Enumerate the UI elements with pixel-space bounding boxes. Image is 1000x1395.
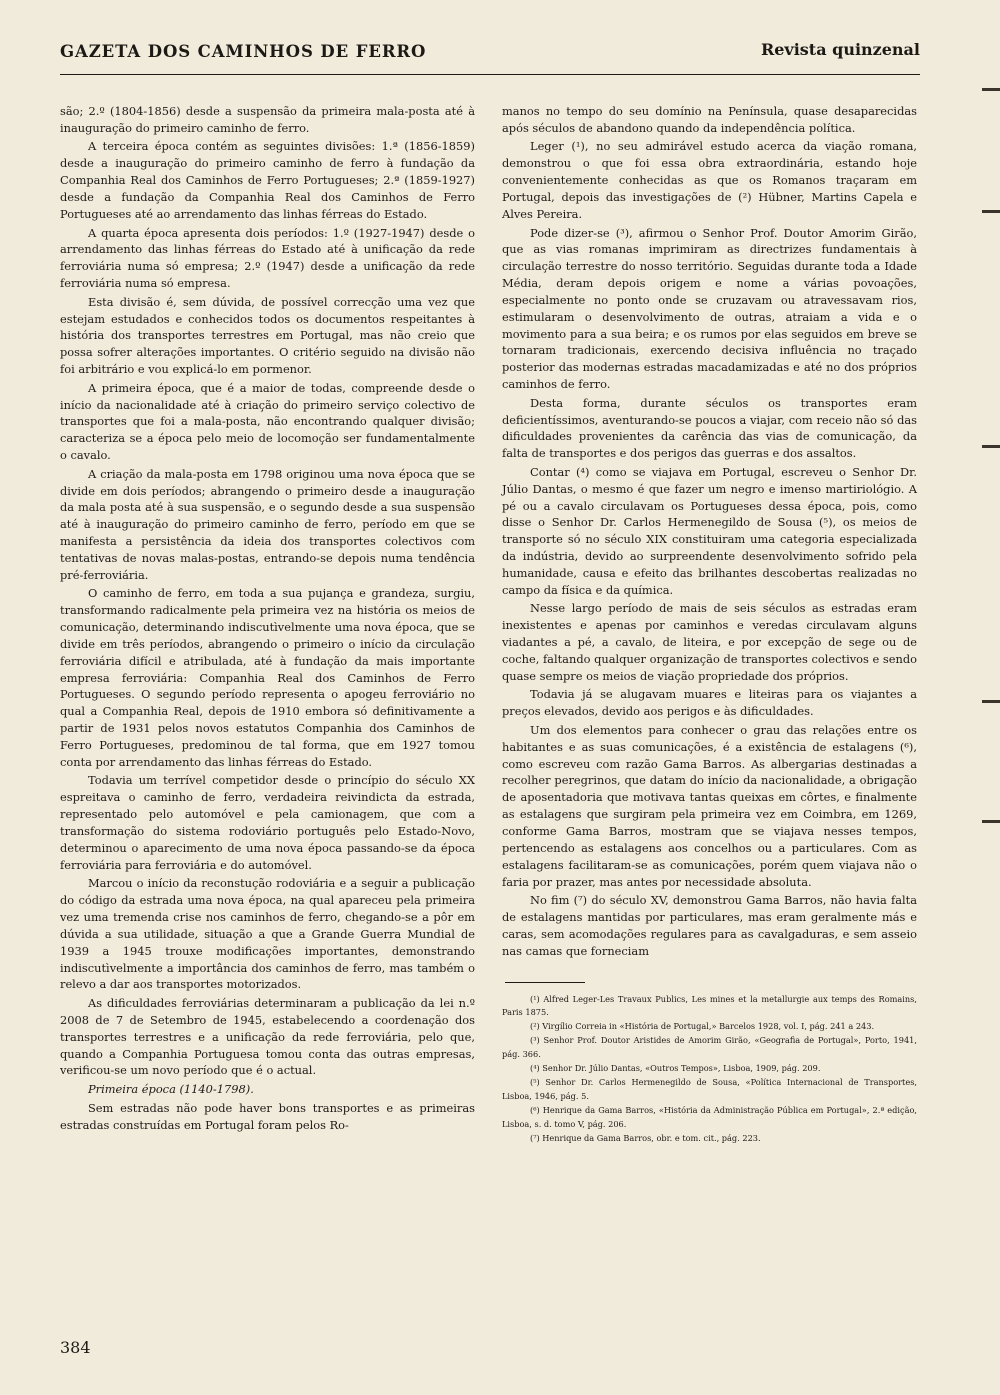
paragraph: As dificuldades ferroviárias determinaram a publicação da lei n.º 2008 de 7 de Setembro de 1945, estabelecendo a coordenação dos transportes terrestres e a unificação da rede ferroviária, pelo que, quando a Companhia Portuguesa tomou conta das outras empresas, verificou-se um novo período que é o actual.: [60, 996, 475, 1078]
paragraph: Esta divisão é, sem dúvida, de possível correcção uma vez que estejam estudados e conhecidos todos os documentos respeitantes à história dos transportes terrestres em Portugal, mas não creio que possa sofrer alterações importantes. O critério seguido na divisão não foi arbitrário e vou explicá-lo em pormenor.: [60, 294, 475, 377]
edge-mark: [982, 210, 1000, 213]
paragraph: Todavia um terrível competidor desde o princípio do século XX espreitava o caminho de ferro, verdadeira reivindicta da estrada, representado pelo automóvel e pela camionagem, que com a transformação do sistema rodoviário português pelo Estado-Novo, determinou o aparecimento de uma nova época passando-se da época ferroviária para ferroviária e do automóvel.: [60, 773, 475, 872]
footnote: (⁴) Senhor Dr. Júlio Dantas, «Outros Tempos», Lisboa, 1909, pág. 209.: [530, 1063, 821, 1074]
footnote: (³) Senhor Prof. Doutor Aristides de Amorim Girão, «Geografia de Portugal», Porto, 1941, pág. 366.: [502, 1035, 917, 1060]
journal-subtitle: Revista quinzenal: [760, 40, 920, 59]
page-header: [60, 38, 920, 72]
paragraph: A criação da mala-posta em 1798 originou uma nova época que se divide em dois períodos; abrangendo o primeiro desde a inauguração da mala posta até à sua suspensão, e o segundo desde a sua suspensão até à inauguração do primeiro caminho de ferro, período em que se manifesta a persistência da ideia dos transportes colectivos com tentativas de novas malas-postas, entrando-se depois numa tendência pré-ferroviária.: [60, 466, 475, 582]
footnote: (⁶) Henrique da Gama Barros, «História da Administração Pública em Portugal», 2.ª edição, Lisboa, s. d. tomo V, pág. 206.: [502, 1104, 917, 1129]
paragraph: Nesse largo período de mais de seis séculos as estradas eram inexistentes e apenas por caminhos e veredas circulavam alguns viadantes a pé, a cavalo, de liteira, e por excepção de sege ou de coche, faltando qualquer organização de transportes colectivos e sendo quase sempre os meios de viação propriedade dos próprios.: [502, 601, 917, 683]
paragraph: são; 2.º (1804-1856) desde a suspensão da primeira mala-posta até à inauguração do primeiro caminho de ferro.: [60, 104, 475, 135]
paragraph: A terceira época contém as seguintes divisões: 1.ª (1856-1859) desde a inauguração do primeiro caminho de ferro à fundação da Companhia Real dos Caminhos de Ferro Portugueses; 2.ª (1859-1927) desde a fundação da Companhia Real dos Caminhos de Ferro Portugueses até ao arrendamento das linhas férreas do Estado.: [60, 139, 475, 221]
left-column: [60, 103, 475, 1135]
page-number: 384: [60, 1338, 91, 1357]
paragraph: O caminho de ferro, em toda a sua pujança e grandeza, surgiu, transformando radicalmente pela primeira vez na história os meios de comunicação, determinando indiscutìvelmente uma nova época, que se divide em três períodos, abrangendo o primeiro o início da circulação ferroviária difícil e atribulada, até à fundação da mais importante empresa ferroviária: Companhia Real dos Caminhos de Ferro Portugueses. O segundo período representa o apogeu ferroviário no qual a Companhia Real, depois de 1910 embora só definitivamente a partir de 1931 pelos novos estatutos Companhia dos Caminhos de Ferro Portugueses, predominou de tal forma, que em 1927 tomou conta por arrendamento das linhas férreas do Estado.: [60, 586, 475, 769]
paragraph: manos no tempo do seu domínio na Península, quase desaparecidas após séculos de abandono quando da independência política.: [502, 104, 917, 135]
journal-title: GAZETA DOS CAMINHOS DE FERRO: [60, 42, 427, 61]
header-rule: [60, 74, 920, 75]
edge-mark: [982, 88, 1000, 91]
paragraph: Todavia já se alugavam muares e liteiras para os viajantes a preços elevados, devido aos perigos e às dificuldades.: [502, 687, 917, 719]
paragraph: No fim (⁷) do século XV, demonstrou Gama Barros, não havia falta de estalagens mantidas por particulares, mas eram geralmente más e caras, sem acomodações regulares para as cavalgaduras, e sem asseio nas camas que forneciam: [502, 893, 917, 958]
paragraph: Contar (⁴) como se viajava em Portugal, escreveu o Senhor Dr. Júlio Dantas, o mesmo é que fazer um negro e imenso martiriológio. A pé ou a cavalo circulavam os Portugueses dessa época, pois, como disse o Senhor Dr. Carlos Hermenegildo de Sousa (⁵), os meios de transporte só no século XIX constituiram uma categoria especializada da indústria, devido ao surpreendente desenvolvimento sofrido pela humanidade, causa e efeito das brilhantes descobertas realizadas no campo da física e da química.: [502, 464, 917, 597]
section-heading: Primeira época (1140-1798).: [88, 1082, 254, 1097]
footnote: (⁷) Henrique da Gama Barros, obr. e tom. cit., pág. 223.: [530, 1132, 761, 1143]
footnote: (¹) Alfred Leger-Les Travaux Publics, Les mines et la metallurgie aux temps des Romains, Paris 1875.: [502, 993, 917, 1018]
paragraph: Pode dizer-se (³), afirmou o Senhor Prof. Doutor Amorim Girão, que as vias romanas imprimiram as directrizes fundamentais à circulação terrestre do nosso território. Seguidas durante toda a Idade Média, deram depois origem e nome a várias povoações, especialmente no ponto onde se cruzavam ou atravessavam rios, estimularam o desenvolvimento de outras, atraiam a vida e o movimento para a sua beira; e os rumos por elas seguidos em breve se tornaram tradicionais, exercendo decisiva influência no traçado posterior das modernas estradas macadamizadas e até no dos próprios caminhos de ferro.: [502, 225, 917, 392]
edge-mark: [982, 700, 1000, 703]
paragraph: Um dos elementos para conhecer o grau das relações entre os habitantes e as suas comunicações, é a existência de estalagens (⁶), como escreveu com razão Gama Barros. As albergarias destinadas a recolher peregrinos, que datam do início da nacionalidade, a obrigação de aposentadoria que motivava tantas queixas em côrtes, e finalmente as estalagens que surgiram pela primeira vez em Coimbra, em 1269, conforme Gama Barros, mostram que se viajava nesses tempos, pertencendo as estalagens aos concelhos ou a particulares. Com as estalagens facilitaram-se as comunicações, porém quem viajava não o faria por prazer, mas antes por necessidade absoluta.: [502, 722, 917, 889]
footnote-rule: [505, 982, 585, 983]
edge-mark: [982, 820, 1000, 823]
paragraph: Desta forma, durante séculos os transportes eram deficientíssimos, aventurando-se poucos a viajar, com receio não só das dificuldades provenientes da carência das vias de comunicação, da falta de transportes e dos perigos das guerras e dos assaltos.: [502, 395, 917, 461]
paragraph: A primeira época, que é a maior de todas, compreende desde o início da nacionalidade até à criação do primeiro serviço colectivo de transportes que foi a mala-posta, não encontrando qualquer divisão; caracteriza se a época pelo meio de locomoção ser fundamentalmente o cavalo.: [60, 380, 475, 463]
paragraph: Leger (¹), no seu admirável estudo acerca da viação romana, demonstrou o que foi essa obra extraordinária, estando hoje convenientemente conhecidas as que os Romanos traçaram em Portugal, depois das investigações de (²) Hübner, Martins Capela e Alves Pereira.: [502, 139, 917, 221]
paragraph: A quarta época apresenta dois períodos: 1.º (1927-1947) desde o arrendamento das linhas férreas do Estado até à unificação da rede ferroviária numa só empresa; 2.º (1947) desde a unificação da rede ferroviária numa só empresa.: [60, 225, 475, 291]
footnote: (²) Virgílio Correia in «História de Portugal,» Barcelos 1928, vol. I, pág. 241 a 243.: [530, 1021, 875, 1032]
edge-mark: [982, 445, 1000, 448]
right-column: [502, 103, 917, 1146]
footnotes: [502, 993, 917, 1146]
paragraph: Marcou o início da reconstução rodoviária e a seguir a publicação do código da estrada uma nova época, na qual apareceu pela primeira vez uma tremenda crise nos caminhos de ferro, chegando-se a pôr em dúvida a sua utilidade, situação a que a Grande Guerra Mundial de 1939 a 1945 trouxe modificações importantes, demonstrando indiscutìvelmente a importância dos caminhos de ferro, mas também o relevo a dar aos transportes motorizados.: [60, 876, 475, 992]
paragraph: Sem estradas não pode haver bons transportes e as primeiras estradas construídas em Portugal foram pelos Ro-: [60, 1100, 475, 1132]
footnote: (⁵) Senhor Dr. Carlos Hermenegildo de Sousa, «Política Internacional de Transportes, Lisboa, 1946, pág. 5.: [502, 1077, 917, 1101]
right-column-paragraphs: [502, 103, 917, 960]
